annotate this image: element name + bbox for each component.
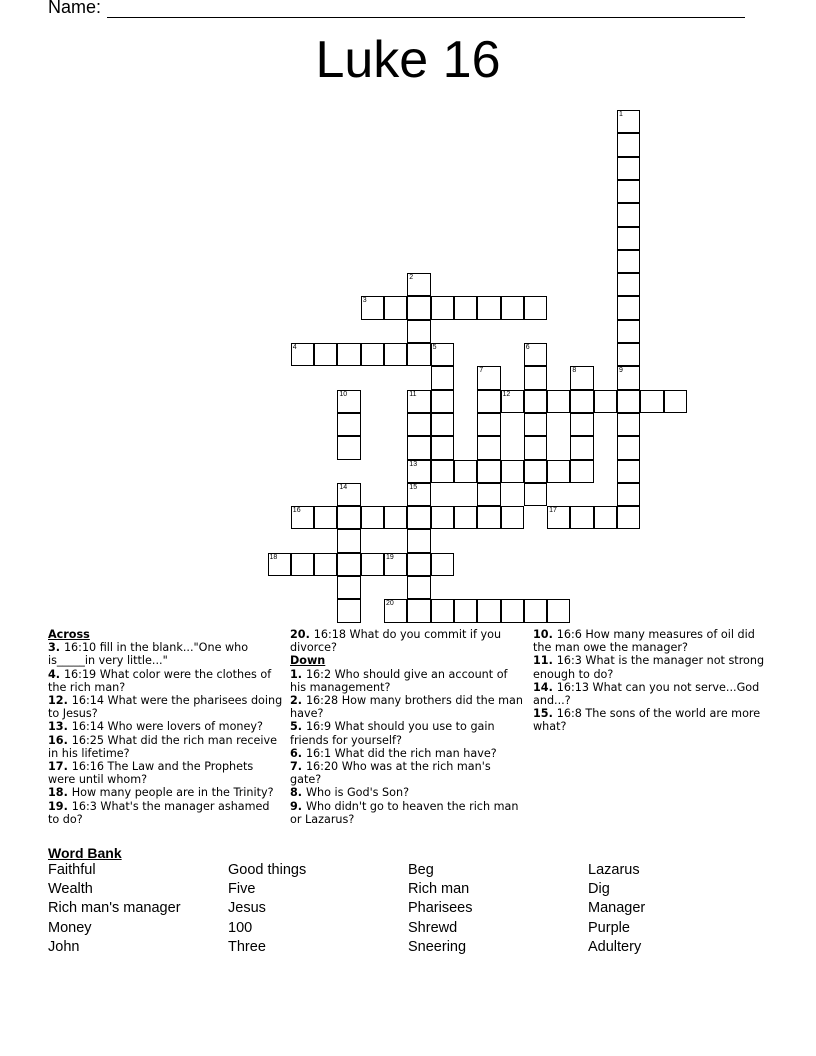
grid-cell[interactable] — [524, 366, 547, 389]
cell-number: 5 — [432, 344, 437, 351]
clue-number: 16. — [48, 733, 72, 747]
clue-text: 16:10 fill in the blank..."One who is_____in very little..." — [48, 641, 249, 668]
grid-cell[interactable] — [617, 250, 640, 273]
word-bank-item: 100 — [228, 919, 253, 936]
grid-cell[interactable] — [617, 157, 640, 180]
grid-cell[interactable] — [337, 413, 360, 436]
clue-text: How many people are in the Trinity? — [71, 786, 274, 800]
clue-column-3 — [533, 628, 768, 734]
clue-text: 16:2 Who should give an account of his management? — [290, 667, 508, 694]
grid-cell[interactable] — [501, 296, 524, 319]
grid-cell[interactable] — [337, 553, 360, 576]
word-bank-item: John — [48, 938, 80, 955]
grid-cell[interactable] — [407, 390, 430, 413]
grid-cell[interactable] — [337, 529, 360, 552]
grid-cell[interactable] — [617, 273, 640, 296]
grid-cell[interactable] — [570, 366, 593, 389]
word-bank-item: Wealth — [48, 881, 93, 898]
grid-cell[interactable] — [431, 436, 454, 459]
grid-cell[interactable] — [407, 576, 430, 599]
grid-cell[interactable] — [361, 343, 384, 366]
word-bank-item: Faithful — [48, 862, 96, 878]
clue-column-1 — [48, 628, 283, 826]
grid-cell[interactable] — [617, 483, 640, 506]
cell-number: 13 — [409, 460, 418, 468]
down-clue — [290, 720, 525, 746]
clue-text: 16:8 The sons of the world are more what? — [533, 707, 761, 734]
grid-cell[interactable] — [268, 553, 291, 576]
grid-cell[interactable] — [570, 436, 593, 459]
grid-cell[interactable] — [617, 110, 640, 133]
grid-cell[interactable] — [431, 390, 454, 413]
grid-cell[interactable] — [314, 553, 337, 576]
cell-number: 8 — [572, 367, 577, 375]
grid-cell[interactable] — [640, 390, 663, 413]
across-clue — [48, 734, 283, 760]
grid-cell[interactable] — [477, 460, 500, 483]
grid-cell[interactable] — [617, 203, 640, 226]
cell-number: 6 — [525, 344, 530, 351]
grid-cell[interactable] — [570, 413, 593, 436]
word-bank-item: Lazarus — [588, 862, 640, 878]
grid-cell[interactable] — [361, 296, 384, 319]
grid-cell[interactable] — [291, 506, 314, 529]
grid-cell[interactable] — [431, 343, 454, 366]
across-clue — [48, 720, 283, 733]
clue-text: 16:25 What did the rich man receive in his lifetime? — [48, 733, 278, 760]
down-clue — [290, 668, 525, 694]
grid-cell[interactable] — [337, 390, 360, 413]
word-bank-item: Adultery — [588, 938, 642, 955]
cell-number: 17 — [549, 507, 557, 515]
clue-number: 19. — [48, 799, 72, 813]
grid-cell[interactable] — [594, 390, 617, 413]
across-clue — [48, 760, 283, 786]
clue-text: 16:9 What should you use to gain friends for yourself? — [290, 720, 495, 747]
grid-cell[interactable] — [617, 436, 640, 459]
grid-cell[interactable] — [501, 506, 524, 529]
grid-cell[interactable] — [407, 273, 430, 296]
grid-cell[interactable] — [617, 366, 640, 389]
word-bank-item: Good things — [228, 862, 307, 878]
grid-cell[interactable] — [337, 343, 360, 366]
cell-number: 18 — [269, 553, 278, 561]
grid-cell[interactable] — [570, 506, 593, 529]
grid-cell[interactable] — [570, 460, 593, 483]
grid-cell[interactable] — [337, 599, 360, 622]
grid-cell[interactable] — [407, 553, 430, 576]
grid-cell[interactable] — [337, 576, 360, 599]
clue-column-2 — [290, 628, 525, 826]
grid-cell[interactable] — [617, 390, 640, 413]
clue-number: 18. — [48, 786, 72, 800]
down-clue — [533, 681, 768, 707]
grid-cell[interactable] — [407, 296, 430, 319]
clue-text: 16:14 Who were lovers of money? — [71, 720, 263, 734]
cell-number: 20 — [386, 600, 394, 608]
clue-text: 16:19 What color were the clothes of the rich man? — [48, 667, 272, 694]
grid-cell[interactable] — [570, 390, 593, 413]
cell-number: 15 — [409, 483, 418, 491]
clue-number: 4. — [48, 667, 64, 681]
grid-cell[interactable] — [501, 599, 524, 622]
clue-number: 15. — [533, 707, 557, 721]
clue-number: 14. — [533, 680, 557, 694]
across-clue — [48, 668, 283, 694]
grid-cell[interactable] — [407, 599, 430, 622]
clue-text: 16:1 What did the rich man have? — [305, 746, 497, 760]
down-clue — [290, 786, 525, 799]
grid-cell[interactable] — [337, 436, 360, 459]
word-bank-item: Three — [228, 938, 266, 955]
grid-cell[interactable] — [617, 227, 640, 250]
word-bank-title: Word Bank — [48, 845, 122, 861]
grid-cell[interactable] — [454, 296, 477, 319]
grid-cell[interactable] — [407, 506, 430, 529]
clue-number: 12. — [48, 694, 72, 708]
grid-cell[interactable] — [291, 343, 314, 366]
grid-cell[interactable] — [384, 599, 407, 622]
grid-cell[interactable] — [407, 413, 430, 436]
grid-cell[interactable] — [407, 460, 430, 483]
grid-cell[interactable] — [524, 599, 547, 622]
clue-text: 16:6 How many measures of oil did the man owe the manager? — [533, 628, 755, 655]
cell-number: 3 — [362, 297, 367, 305]
clue-number: 20. — [290, 628, 314, 641]
across-clue — [290, 628, 525, 654]
grid-cell[interactable] — [454, 599, 477, 622]
grid-cell[interactable] — [524, 296, 547, 319]
clue-text: 16:18 What do you commit if you divorce? — [290, 628, 502, 655]
cell-number: 7 — [479, 367, 484, 375]
clue-text: Who didn't go to heaven the rich man or Lazarus? — [290, 799, 519, 826]
word-bank — [48, 862, 768, 962]
clue-number: 10. — [533, 628, 557, 641]
grid-cell[interactable] — [361, 506, 384, 529]
word-bank-item: Rich man's manager — [48, 900, 181, 917]
grid-cell[interactable] — [384, 553, 407, 576]
down-clue — [290, 800, 525, 826]
grid-cell[interactable] — [617, 180, 640, 203]
down-clue — [290, 694, 525, 720]
grid-cell[interactable] — [501, 460, 524, 483]
down-clue — [290, 760, 525, 786]
grid-cell[interactable] — [547, 599, 570, 622]
grid-cell[interactable] — [524, 436, 547, 459]
word-bank-item: Five — [228, 881, 256, 898]
grid-cell[interactable] — [617, 460, 640, 483]
grid-cell[interactable] — [384, 343, 407, 366]
cell-number: 2 — [409, 274, 414, 282]
clue-number: 11. — [533, 654, 557, 668]
grid-cell[interactable] — [617, 296, 640, 319]
word-bank-item: Beg — [408, 862, 434, 878]
across-clue — [48, 800, 283, 826]
cell-number: 4 — [292, 344, 297, 351]
clue-number: 7. — [290, 760, 306, 774]
grid-cell[interactable] — [617, 506, 640, 529]
clue-number: 17. — [48, 760, 72, 774]
word-bank-item: Sneering — [408, 938, 467, 955]
grid-cell[interactable] — [524, 343, 547, 366]
cell-number: 9 — [619, 367, 623, 375]
across-clue — [48, 786, 283, 799]
grid-cell[interactable] — [454, 506, 477, 529]
clue-text: Who is God's Son? — [305, 786, 410, 800]
grid-cell[interactable] — [524, 460, 547, 483]
grid-cell[interactable] — [477, 436, 500, 459]
cell-number: 12 — [502, 390, 511, 398]
word-bank-item: Dig — [588, 881, 610, 898]
cell-number: 14 — [339, 483, 348, 491]
grid-cell[interactable] — [547, 390, 570, 413]
cell-number: 16 — [292, 507, 301, 515]
grid-cell[interactable] — [477, 506, 500, 529]
grid-cell[interactable] — [384, 296, 407, 319]
grid-cell[interactable] — [617, 133, 640, 156]
down-header: Down — [290, 654, 326, 668]
grid-cell[interactable] — [407, 436, 430, 459]
grid-cell[interactable] — [477, 483, 500, 506]
grid-cell[interactable] — [314, 506, 337, 529]
grid-cell[interactable] — [361, 553, 384, 576]
grid-cell[interactable] — [431, 599, 454, 622]
page-title: Luke 16 — [315, 31, 501, 89]
grid-cell[interactable] — [477, 599, 500, 622]
grid-cell[interactable] — [524, 483, 547, 506]
clue-text: 16:16 The Law and the Prophets were until whom? — [48, 760, 254, 787]
grid-cell[interactable] — [454, 460, 477, 483]
name-label: Name: — [48, 0, 102, 17]
word-bank-item: Manager — [588, 900, 646, 917]
clue-text: 16:20 Who was at the rich man's gate? — [290, 760, 491, 787]
clue-number: 8. — [290, 786, 306, 800]
grid-cell[interactable] — [431, 366, 454, 389]
grid-cell[interactable] — [524, 413, 547, 436]
grid-cell[interactable] — [547, 460, 570, 483]
grid-cell[interactable] — [431, 296, 454, 319]
grid-cell[interactable] — [501, 390, 524, 413]
grid-cell[interactable] — [547, 506, 570, 529]
grid-cell[interactable] — [407, 343, 430, 366]
across-clue-list-continued — [290, 628, 525, 654]
down-clue — [533, 654, 768, 680]
grid-cell[interactable] — [477, 296, 500, 319]
grid-cell[interactable] — [524, 390, 547, 413]
clue-text: 16:3 What is the manager not strong enough to do? — [533, 654, 765, 681]
grid-cell[interactable] — [664, 390, 687, 413]
grid-cell[interactable] — [314, 343, 337, 366]
grid-cell[interactable] — [617, 320, 640, 343]
grid-cell[interactable] — [477, 366, 500, 389]
clue-number: 2. — [290, 694, 306, 708]
cell-number: 10 — [339, 390, 348, 398]
grid-cell[interactable] — [337, 483, 360, 506]
cell-number: 19 — [386, 553, 394, 561]
clue-number: 6. — [290, 746, 306, 760]
grid-cell[interactable] — [617, 343, 640, 366]
across-clue — [48, 641, 283, 667]
down-clue-list — [290, 668, 525, 826]
grid-cell[interactable] — [384, 506, 407, 529]
across-clue — [48, 694, 283, 720]
clue-number: 9. — [290, 799, 306, 813]
grid-cell[interactable] — [337, 506, 360, 529]
grid-cell[interactable] — [594, 506, 617, 529]
cell-number: 1 — [619, 111, 623, 118]
clue-number: 3. — [48, 641, 64, 655]
grid-cell[interactable] — [291, 553, 314, 576]
grid-cell[interactable] — [431, 506, 454, 529]
word-bank-item: Jesus — [228, 900, 266, 917]
grid-cell[interactable] — [617, 413, 640, 436]
clue-text: 16:28 How many brothers did the man have? — [290, 694, 523, 721]
down-clue — [290, 747, 525, 760]
word-bank-item: Shrewd — [408, 919, 458, 936]
across-header: Across — [48, 628, 90, 641]
clue-text: 16:3 What's the manager ashamed to do? — [48, 799, 270, 826]
cell-number: 11 — [409, 390, 417, 398]
grid-cell[interactable] — [477, 413, 500, 436]
word-bank-item: Rich man — [408, 881, 470, 898]
word-bank-item: Pharisees — [408, 900, 473, 917]
clue-text: 16:14 What were the pharisees doing to Jesus? — [48, 694, 283, 721]
grid-cell[interactable] — [431, 460, 454, 483]
down-clue-list-continued — [533, 628, 768, 734]
clue-text: 16:13 What can you not serve...God and...? — [533, 680, 760, 708]
grid-cell[interactable] — [431, 553, 454, 576]
grid-cell[interactable] — [431, 413, 454, 436]
grid-cell[interactable] — [407, 483, 430, 506]
word-bank-item: Money — [48, 919, 92, 936]
grid-cell[interactable] — [407, 320, 430, 343]
clue-number: 1. — [290, 667, 306, 681]
clue-number: 5. — [290, 720, 306, 734]
down-clue — [533, 628, 768, 654]
down-clue — [533, 707, 768, 733]
across-clue-list — [48, 641, 283, 826]
grid-cell[interactable] — [477, 390, 500, 413]
grid-cell[interactable] — [407, 529, 430, 552]
clue-number: 13. — [48, 720, 72, 734]
word-bank-item: Purple — [588, 919, 630, 936]
